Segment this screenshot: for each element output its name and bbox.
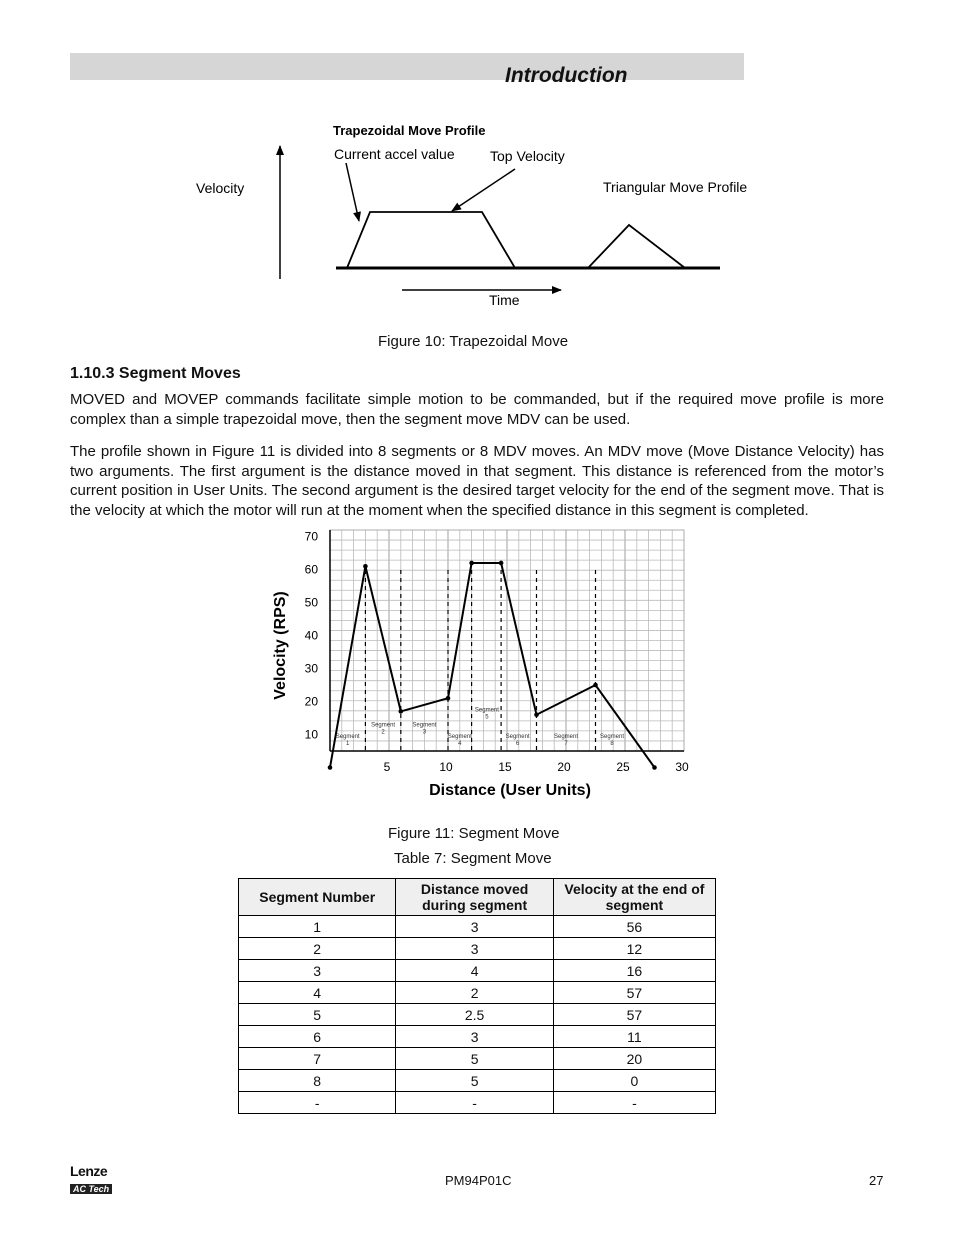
table-cell: 56	[553, 916, 715, 938]
label-accel: Current accel value	[334, 146, 455, 162]
table-cell: 16	[553, 960, 715, 982]
logo-actech-text: AC Tech	[70, 1184, 112, 1194]
table-cell: 4	[396, 960, 553, 982]
x-tick-label: 20	[557, 760, 571, 774]
table-cell: 4	[239, 982, 396, 1004]
accel-pointer-arrow	[346, 163, 359, 221]
segment-label: Segment 5	[474, 707, 499, 721]
table-cell: 20	[553, 1048, 715, 1070]
segment-label: Segment 2	[371, 722, 396, 736]
y-tick-label: 60	[304, 562, 318, 577]
label-velocity: Velocity	[196, 180, 245, 196]
table-row	[239, 1004, 716, 1026]
table-header-row	[239, 879, 716, 916]
x-tick-label: 30	[675, 760, 689, 774]
segment-label: Segment 4	[447, 733, 472, 747]
top-velocity-pointer-arrow	[452, 169, 515, 211]
segment-label: Segment 1	[335, 733, 360, 747]
header-bar	[70, 53, 744, 80]
data-point	[534, 712, 539, 717]
data-point	[499, 561, 504, 566]
col-distance: Distance moved during segment	[396, 879, 553, 916]
data-point	[399, 709, 404, 714]
x-axis-label: Distance (User Units)	[429, 782, 591, 799]
x-tick-label: 15	[498, 760, 512, 774]
doc-id: PM94P01C	[445, 1173, 512, 1188]
table-cell: 3	[239, 960, 396, 982]
table-cell: 0	[553, 1070, 715, 1092]
page-title: Introduction	[505, 64, 628, 87]
label-triangular: Triangular Move Profile	[603, 179, 748, 195]
table-cell: 2	[239, 938, 396, 960]
segment-label: Segment 7	[553, 733, 579, 747]
profile-title: Trapezoidal Move Profile	[333, 123, 486, 138]
segment-label: Segment 3	[412, 722, 437, 736]
table-row	[239, 1070, 716, 1092]
tick-labels	[305, 530, 689, 774]
table-cell: 2	[396, 982, 553, 1004]
y-tick-label: 30	[304, 661, 318, 676]
y-tick-label: 70	[304, 529, 318, 544]
table-row	[239, 1026, 716, 1048]
x-tick-label: 5	[383, 760, 391, 774]
paragraph-2: The profile shown in Figure 11 is divided into 8 segments or 8 MDV moves. An MDV move (Move Distance Velocity) has two arguments. The first argument is the distance moved in that segment. This distance is referenced from the motor’s current position in User Units. The second argument is the desired target velocity for the end of the segment move. That is the velocity at which the motor will run at the moment when the specified distance in this segment is completed.	[70, 443, 884, 519]
logo-lenze-text: Lenze	[70, 1163, 108, 1179]
figure11-caption: Figure 11: Segment Move	[388, 825, 560, 842]
triangle-profile	[588, 225, 685, 268]
table-cell: 5	[396, 1070, 553, 1092]
y-tick-label: 50	[304, 595, 318, 610]
table-cell: 3	[396, 916, 553, 938]
data-point	[363, 564, 368, 569]
table-caption: Table 7: Segment Move	[394, 850, 552, 867]
table-cell: 5	[396, 1048, 553, 1070]
trapezoid-profile	[347, 212, 515, 268]
trapezoidal-move-figure	[0, 110, 954, 330]
table-cell: 57	[553, 1004, 715, 1026]
figure10-caption: Figure 10: Trapezoidal Move	[378, 333, 569, 350]
segment-move-chart	[0, 520, 954, 810]
section-heading: 1.10.3 Segment Moves	[70, 365, 241, 382]
table-row	[239, 1048, 716, 1070]
page-number: 27	[869, 1173, 884, 1188]
table-row	[239, 938, 716, 960]
x-tick-label: 10	[439, 760, 453, 774]
x-tick-label: 25	[616, 760, 630, 774]
table-cell: 6	[239, 1026, 396, 1048]
data-point	[446, 696, 451, 701]
table-cell: 3	[396, 938, 553, 960]
y-tick-label: 20	[304, 694, 318, 709]
table-cell: 5	[239, 1004, 396, 1026]
table-cell: 12	[553, 938, 715, 960]
table-cell: 2.5	[396, 1004, 553, 1026]
table-cell: 7	[239, 1048, 396, 1070]
table-cell: -	[396, 1092, 553, 1114]
segment-label: Segment 8	[600, 733, 625, 747]
paragraph-1: MOVED and MOVEP commands facilitate simple motion to be commanded, but if the required move profile is more complex than a simple trapezoidal move, then the segment move MDV can be used.	[70, 391, 884, 428]
table-cell: 8	[239, 1070, 396, 1092]
table-row	[239, 916, 716, 938]
label-time: Time	[489, 292, 520, 308]
table-cell: 11	[553, 1026, 715, 1048]
table-cell: -	[239, 1092, 396, 1114]
table-cell: -	[553, 1092, 715, 1114]
col-segment-number: Segment Number	[239, 879, 396, 916]
table-cell: 3	[396, 1026, 553, 1048]
table-row	[239, 982, 716, 1004]
lenze-logo	[70, 1163, 112, 1197]
segment-table	[238, 878, 716, 1114]
segment-label: Segment 6	[505, 733, 530, 747]
data-point	[652, 765, 657, 770]
col-velocity: Velocity at the end of segment	[553, 879, 715, 916]
y-axis-label: Velocity (RPS)	[272, 591, 289, 700]
label-top-velocity: Top Velocity	[490, 148, 565, 164]
table-row	[239, 1092, 716, 1114]
table-row	[239, 960, 716, 982]
data-point	[469, 561, 474, 566]
table-cell: 57	[553, 982, 715, 1004]
y-tick-label: 10	[304, 727, 318, 742]
data-point	[593, 683, 598, 688]
data-point	[328, 765, 333, 770]
y-tick-label: 40	[304, 628, 318, 643]
table-cell: 1	[239, 916, 396, 938]
